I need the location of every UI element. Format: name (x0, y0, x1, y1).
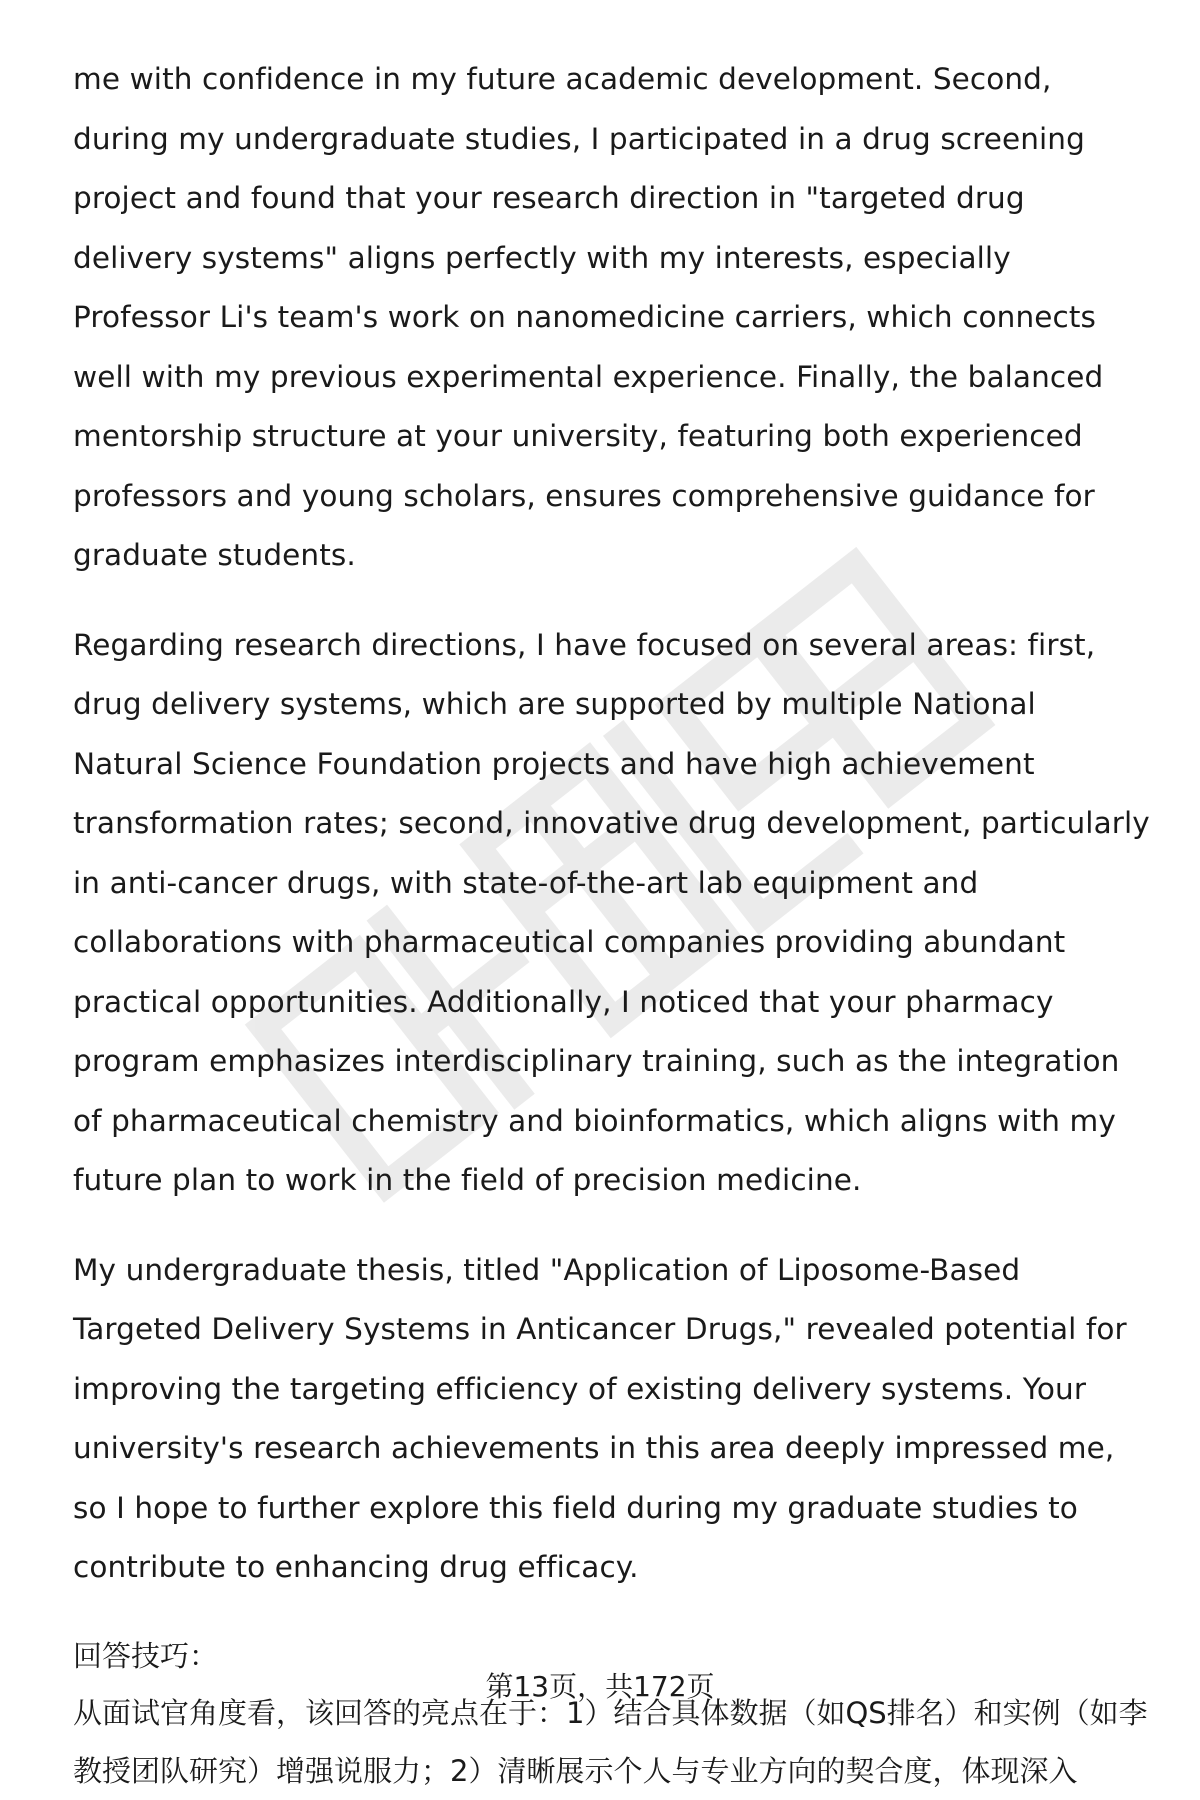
tips-heading: 回答技巧： (73, 1638, 219, 1673)
paragraph-thesis: My undergraduate thesis, titled "Application of Liposome-Based Targeted Delivery Systems in Anticancer Drugs," revealed potential for improving the targeting efficiency of existing delivery systems. Your university's research achievements in this area deeply impressed me, so I hope to further explore this field during my graduate studies to contribute to enhancing drug efficacy. (73, 1252, 1127, 1584)
document-page (73, 50, 1153, 1800)
tips-body: 从面试官角度看，该回答的亮点在于：1）结合具体数据（如QS排名）和实例（如李教授团队研究）增强说服力；2）清晰展示个人与专业方向的契合度，体现深入 (73, 1695, 1148, 1788)
paragraph-motivation: me with confidence in my future academic development. Second, during my undergraduate studies, I participated in a drug screening project and found that your research direction in "targeted drug delivery systems" aligns perfectly with my interests, especially Professor Li's team's work on nanomedicine carriers, which connects well with my previous experimental experience. Finally, the balanced mentorship structure at your university, featuring both experienced professors and young scholars, ensures comprehensive guidance for graduate students. (73, 62, 1104, 572)
page-number-footer: 第13页，共172页 (485, 1670, 715, 1703)
paragraph-research-directions: Regarding research directions, I have focused on several areas: first, drug delivery systems, which are supported by multiple National Natural Science Foundation projects and have high achievement transformation rates; second, innovative drug development, particularly in anti-cancer drugs, with state-of-the-art lab equipment and collaborations with pharmaceutical companies providing abundant practical opportunities. Additionally, I noticed that your pharmacy program emphasizes interdisciplinary training, such as the integration of pharmaceutical chemistry and bioinformatics, which aligns with my future plan to work in the field of precision medicine. (73, 627, 1150, 1197)
